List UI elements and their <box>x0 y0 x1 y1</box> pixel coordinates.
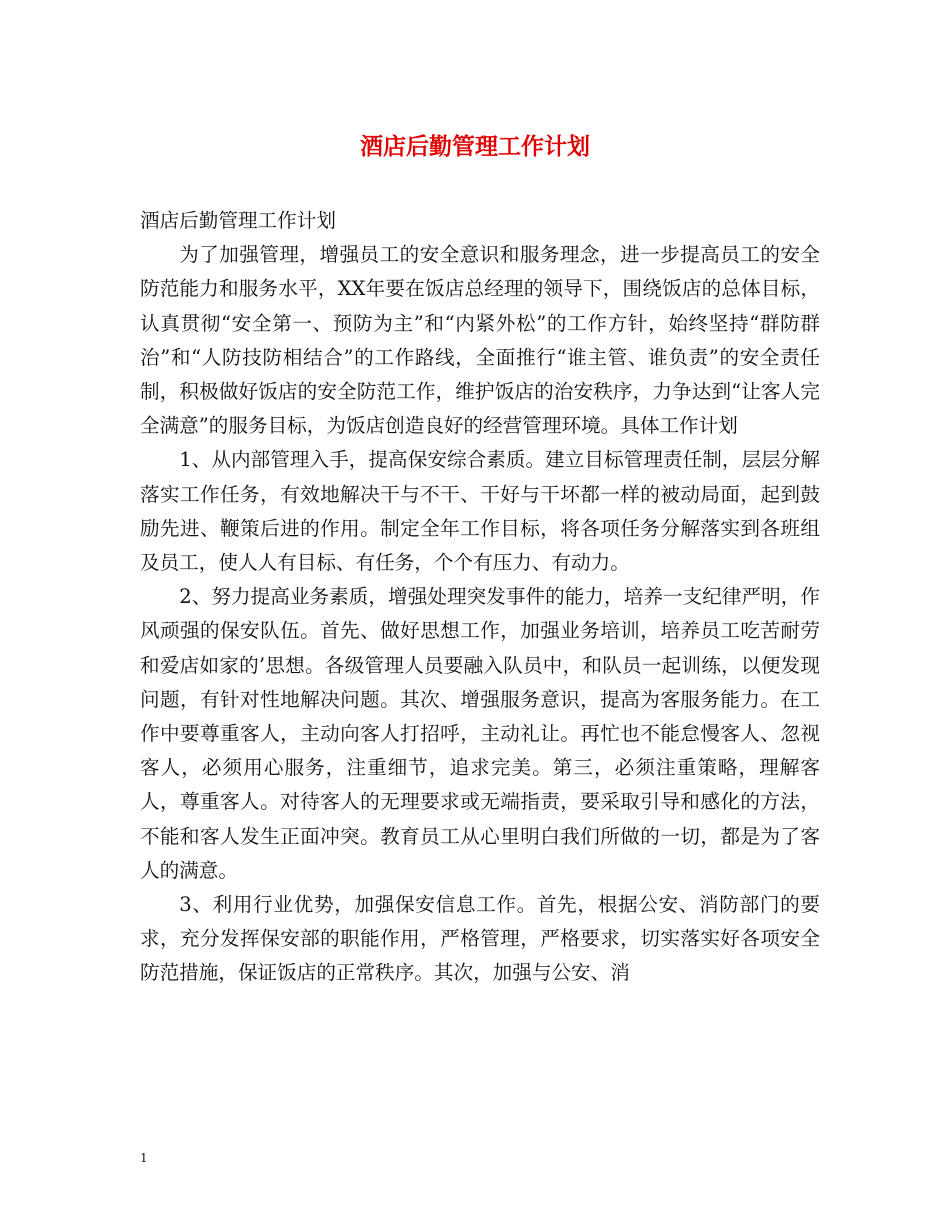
paragraph-item-2: 2、努力提高业务素质，增强处理突发事件的能力，培养一支纪律严明，作风顽强的保安队伍。首先、做好思想工作，加强业务培训，培养员工吃苦耐劳和爱店如家的’思想。各级管理人员要融入队员中，和队员一起训练，以便发现问题，有针对性地解决问题。其次、增强服务意识，提高为客服务能力。在工作中要尊重客人，主动向客人打招呼，主动礼让。再忙也不能怠慢客人、忽视客人，必须用心服务，注重细节，追求完美。第三，必须注重策略，理解客人，尊重客人。对待客人的无理要求或无端指责，要采取引导和感化的方法，不能和客人发生正面冲突。教育员工从心里明白我们所做的一切，都是为了客人的满意。 <box>140 585 820 882</box>
page-number: 1 <box>140 1151 148 1165</box>
paragraph-item-3: 3、利用行业优势，加强保安信息工作。首先，根据公安、消防部门的要求，充分发挥保安部的职能作用，严格管理，严格要求，切实落实好各项安全防范措施，保证饭店的正常秩序。其次，加强与公安、消 <box>140 893 820 985</box>
paragraph-intro: 为了加强管理，增强员工的安全意识和服务理念，进一步提高员工的安全防范能力和服务水平，XX年要在饭店总经理的领导下，围绕饭店的总体目标，认真贯彻“安全第一、预防为主”和“内紧外松”的工作方针，始终坚持“群防群治”和“人防技防相结合”的工作路线，全面推行“谁主管、谁负责”的安全责任制，积极做好饭店的安全防范工作，维护饭店的治安秩序，力争达到“让客人完全满意”的服务目标，为饭店创造良好的经营管理环境。具体工作计划 <box>140 243 820 438</box>
document-subtitle: 酒店后勤管理工作计划 <box>140 209 336 232</box>
paragraph-item-1: 1、从内部管理入手，提高保安综合素质。建立目标管理责任制，层层分解落实工作任务，有效地解决干与不干、干好与干坏都一样的被动局面，起到鼓励先进、鞭策后进的作用。制定全年工作目标，将各项任务分解落实到各班组及员工，使人人有目标、有任务，个个有压力、有动力。 <box>140 448 820 575</box>
document-body <box>140 204 820 991</box>
document-title: 酒店后勤管理工作计划 <box>360 133 590 160</box>
